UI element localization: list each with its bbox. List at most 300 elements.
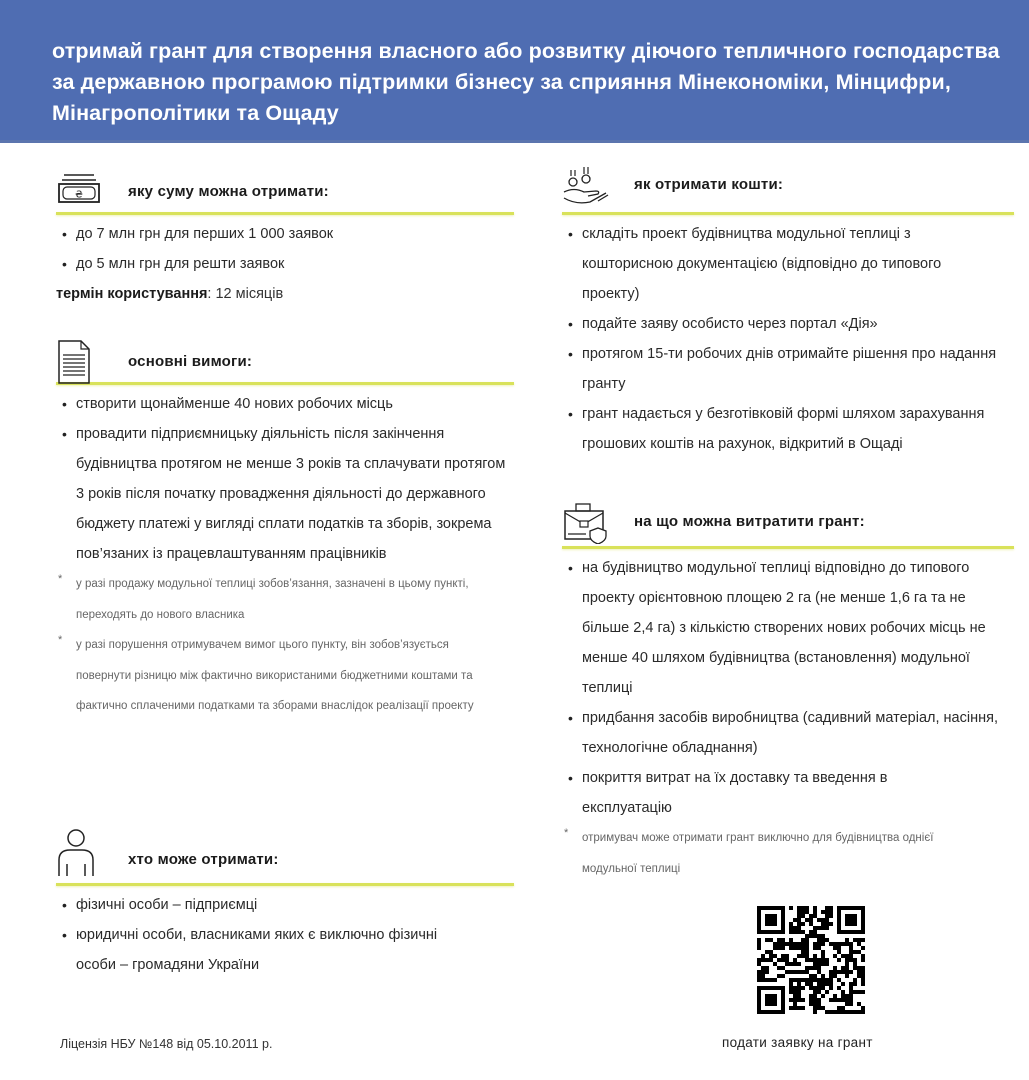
qr-module <box>861 974 865 978</box>
qr-module <box>797 942 801 946</box>
qr-module <box>781 942 785 946</box>
qr-module <box>845 962 849 966</box>
qr-module <box>797 982 801 986</box>
svg-text:₴: ₴ <box>75 189 83 201</box>
qr-module <box>793 978 797 982</box>
qr-module <box>793 942 797 946</box>
qr-module <box>829 910 833 914</box>
qr-module <box>789 978 793 982</box>
qr-module <box>813 998 817 1002</box>
qr-module <box>817 978 821 982</box>
page-title: отримай грант для створення власного або розвитку діючого тепличного господарства за державною програмою підтримки бізнесу за сприяння Мінекономіки, Мінцифри, Мінагрополітики та Ощаду <box>52 39 1000 125</box>
qr-module <box>825 958 829 962</box>
qr-module <box>861 1010 865 1014</box>
qr-module <box>793 962 797 966</box>
qr-module <box>757 978 761 982</box>
qr-module <box>813 906 817 910</box>
qr-module <box>757 946 761 950</box>
qr-module <box>809 982 813 986</box>
qr-module <box>825 914 829 918</box>
qr-module <box>801 946 805 950</box>
qr-module <box>861 954 865 958</box>
who-list <box>56 890 514 980</box>
qr-module <box>785 954 789 958</box>
footnote: * у разі порушення отримувачем вимог цього пункту, він зобов’язується повернути різницю між фактично використаними бюджетними коштами та фактично сплаченими податками та зборами внаслідок реалізації проекту <box>58 634 474 712</box>
qr-module <box>809 974 813 978</box>
qr-module <box>793 1002 797 1006</box>
qr-module <box>825 990 829 994</box>
qr-module <box>789 922 793 926</box>
section-divider <box>562 212 1014 215</box>
qr-module <box>821 954 825 958</box>
qr-module <box>821 982 825 986</box>
qr-module <box>805 966 809 970</box>
section-requirements <box>56 340 514 722</box>
qr-module <box>821 926 825 930</box>
qr-module <box>829 1010 833 1014</box>
qr-module <box>805 906 809 910</box>
qr-module <box>837 970 841 974</box>
qr-module <box>817 966 821 970</box>
qr-module <box>813 1006 817 1010</box>
qr-module <box>757 970 761 974</box>
qr-module <box>781 938 785 942</box>
qr-module <box>777 966 781 970</box>
qr-module <box>813 962 817 966</box>
section-divider <box>56 212 514 215</box>
qr-module <box>837 946 841 950</box>
qr-module <box>809 958 813 962</box>
qr-module <box>765 938 769 942</box>
qr-module <box>857 950 861 954</box>
footnote: * отримувач може отримати грант виключно для будівництва однієї модульної теплиці <box>564 827 934 875</box>
section-amount <box>56 170 514 309</box>
qr-module <box>837 950 841 954</box>
qr-module <box>861 946 865 950</box>
qr-label: подати заявку на грант <box>722 1035 873 1050</box>
qr-module <box>821 958 825 962</box>
qr-module <box>809 978 813 982</box>
qr-module <box>825 926 829 930</box>
qr-code-icon[interactable] <box>757 906 865 1014</box>
qr-module <box>825 922 829 926</box>
qr-module <box>789 970 793 974</box>
qr-module <box>853 966 857 970</box>
qr-module <box>777 974 781 978</box>
qr-module <box>849 990 853 994</box>
qr-module <box>801 922 805 926</box>
qr-module <box>813 942 817 946</box>
section-divider <box>56 382 514 385</box>
qr-module <box>825 910 829 914</box>
qr-module <box>845 1010 849 1014</box>
qr-module <box>845 942 849 946</box>
qr-module <box>817 1002 821 1006</box>
qr-module <box>841 942 845 946</box>
qr-module <box>821 1006 825 1010</box>
qr-module <box>797 930 801 934</box>
section-header <box>56 170 514 210</box>
qr-module <box>805 934 809 938</box>
qr-module <box>817 990 821 994</box>
qr-module <box>761 974 765 978</box>
qr-module <box>849 994 853 998</box>
qr-module <box>829 922 833 926</box>
qr-module <box>765 914 777 926</box>
qr-module <box>857 970 861 974</box>
qr-module <box>857 938 861 942</box>
qr-module <box>833 946 837 950</box>
amount-list <box>56 219 514 279</box>
qr-module <box>821 942 825 946</box>
qr-module <box>801 1006 805 1010</box>
qr-module <box>861 982 865 986</box>
qr-module <box>789 990 793 994</box>
qr-module <box>813 910 817 914</box>
qr-module <box>789 946 793 950</box>
qr-module <box>793 1006 797 1010</box>
qr-module <box>761 954 765 958</box>
section-header <box>56 340 514 380</box>
qr-module <box>757 942 761 946</box>
qr-module <box>817 970 821 974</box>
qr-module <box>809 986 813 990</box>
qr-module <box>833 974 837 978</box>
qr-module <box>789 986 793 990</box>
qr-module <box>829 986 833 990</box>
qr-module <box>801 986 805 990</box>
qr-module <box>861 970 865 974</box>
qr-module <box>809 934 813 938</box>
qr-module <box>817 986 821 990</box>
qr-module <box>813 966 817 970</box>
section-header <box>562 502 1014 544</box>
term-colon: : <box>207 286 216 302</box>
qr-module <box>853 950 857 954</box>
section-title: яку суму можна отримати: <box>128 183 329 200</box>
qr-module <box>781 958 785 962</box>
qr-module <box>797 914 801 918</box>
qr-module <box>849 970 853 974</box>
qr-module <box>809 998 813 1002</box>
qr-module <box>797 970 801 974</box>
qr-module <box>841 990 845 994</box>
qr-module <box>817 982 821 986</box>
qr-module <box>785 942 789 946</box>
section-who <box>56 828 514 980</box>
qr-module <box>813 926 817 930</box>
qr-module <box>845 958 849 962</box>
qr-module <box>785 962 789 966</box>
qr-module <box>809 930 813 934</box>
qr-module <box>797 954 801 958</box>
qr-module <box>805 938 809 942</box>
qr-module <box>789 1006 793 1010</box>
qr-module <box>845 1002 849 1006</box>
qr-module <box>773 946 777 950</box>
qr-module <box>821 910 825 914</box>
qr-module <box>849 986 853 990</box>
qr-module <box>833 1010 837 1014</box>
document-icon <box>56 340 100 380</box>
hand-coins-icon <box>562 165 606 210</box>
qr-module <box>773 978 777 982</box>
qr-module <box>841 966 845 970</box>
section-title: на що можна витратити грант: <box>634 513 865 530</box>
qr-module <box>797 918 801 922</box>
qr-module <box>805 942 809 946</box>
qr-module <box>793 918 797 922</box>
qr-module <box>813 978 817 982</box>
qr-module <box>777 946 781 950</box>
qr-module <box>841 954 845 958</box>
qr-module <box>781 966 785 970</box>
qr-module <box>781 954 785 958</box>
qr-module <box>813 974 817 978</box>
qr-module <box>837 1006 841 1010</box>
qr-module <box>809 922 813 926</box>
list-item: • до 7 млн грн для перших 1 000 заявок <box>56 219 514 249</box>
qr-module <box>817 958 821 962</box>
qr-module <box>841 1010 845 1014</box>
section-how <box>562 165 1014 459</box>
qr-module <box>757 938 761 942</box>
qr-module <box>853 990 857 994</box>
qr-module <box>809 1002 813 1006</box>
qr-module <box>845 970 849 974</box>
qr-module <box>789 930 793 934</box>
qr-module <box>821 994 825 998</box>
qr-module <box>841 994 845 998</box>
qr-module <box>805 946 809 950</box>
qr-module <box>821 962 825 966</box>
qr-module <box>813 986 817 990</box>
qr-module <box>825 938 829 942</box>
qr-module <box>829 914 833 918</box>
qr-module <box>801 978 805 982</box>
qr-module <box>817 962 821 966</box>
qr-module <box>801 910 805 914</box>
qr-module <box>801 914 805 918</box>
requirements-list <box>56 389 514 569</box>
qr-module <box>777 938 781 942</box>
qr-module <box>829 978 833 982</box>
qr-module <box>789 938 793 942</box>
footnote: * у разі продажу модульної теплиці зобов’язання, зазначені в цьому пункті, переходять до нового власника <box>58 573 469 621</box>
qr-module <box>825 962 829 966</box>
qr-module <box>845 914 857 926</box>
qr-module <box>801 942 805 946</box>
qr-module <box>773 962 777 966</box>
term-label: термін користування <box>56 286 208 302</box>
qr-module <box>801 954 805 958</box>
qr-module <box>757 962 761 966</box>
qr-module <box>769 978 773 982</box>
qr-module <box>813 1010 817 1014</box>
qr-module <box>813 954 817 958</box>
section-spend <box>562 502 1014 884</box>
qr-module <box>857 974 861 978</box>
banknote-hryvnia-icon <box>56 170 100 210</box>
qr-module <box>813 958 817 962</box>
qr-module <box>821 950 825 954</box>
qr-module <box>821 922 825 926</box>
qr-module <box>837 998 841 1002</box>
qr-module <box>769 958 773 962</box>
qr-module <box>817 946 821 950</box>
qr-module <box>857 966 861 970</box>
qr-module <box>825 978 829 982</box>
qr-module <box>857 1010 861 1014</box>
list-item: • юридичні особи, власниками яких є виключно фізичні особи – громадяни України <box>56 920 514 980</box>
qr-module <box>765 966 769 970</box>
qr-module <box>809 918 813 922</box>
qr-module <box>845 974 849 978</box>
list-item: • на будівництво модульної теплиці відповідно до типового проекту орієнтовною площею 2 га (не менше 1,6 га та не більше 2,4 га) з кількістю створених нових робочих місць не менше 40 шляхом будівництва (встановлення) модульної теплиці <box>562 553 1014 703</box>
qr-module <box>829 970 833 974</box>
qr-module <box>833 970 837 974</box>
qr-module <box>777 942 781 946</box>
qr-module <box>765 970 769 974</box>
qr-module <box>849 1010 853 1014</box>
qr-module <box>837 986 841 990</box>
qr-module <box>789 906 793 910</box>
qr-module <box>841 1006 845 1010</box>
header-banner <box>0 0 1029 143</box>
spend-list <box>562 553 1014 823</box>
qr-module <box>805 978 809 982</box>
qr-module <box>805 950 809 954</box>
qr-module <box>809 914 813 918</box>
qr-module <box>861 978 865 982</box>
section-divider <box>562 546 1014 549</box>
qr-module <box>797 962 801 966</box>
qr-module <box>857 942 861 946</box>
qr-module <box>849 950 853 954</box>
qr-module <box>773 954 777 958</box>
how-list <box>562 219 1014 459</box>
qr-module <box>845 998 849 1002</box>
qr-module <box>785 958 789 962</box>
qr-module <box>797 910 801 914</box>
term-value: 12 місяців <box>215 286 284 302</box>
qr-module <box>837 942 841 946</box>
qr-module <box>785 970 789 974</box>
qr-module <box>789 962 793 966</box>
qr-module <box>829 998 833 1002</box>
qr-module <box>861 1006 865 1010</box>
qr-module <box>821 978 825 982</box>
qr-module <box>833 954 837 958</box>
qr-module <box>849 998 853 1002</box>
qr-module <box>861 958 865 962</box>
qr-module <box>833 966 837 970</box>
qr-module <box>821 938 825 942</box>
list-item: • подайте заяву особисто через портал «Дія» <box>562 309 1014 339</box>
qr-module <box>817 1006 821 1010</box>
section-header <box>562 165 1014 210</box>
qr-module <box>849 942 853 946</box>
qr-module <box>825 1010 829 1014</box>
qr-module <box>793 990 797 994</box>
qr-module <box>777 958 781 962</box>
qr-module <box>793 994 797 998</box>
qr-module <box>789 982 793 986</box>
qr-module <box>789 998 793 1002</box>
qr-module <box>797 906 801 910</box>
qr-module <box>793 998 797 1002</box>
qr-module <box>805 954 809 958</box>
qr-module <box>821 986 825 990</box>
qr-module <box>793 926 797 930</box>
qr-module <box>809 966 813 970</box>
qr-module <box>841 998 845 1002</box>
qr-module <box>781 974 785 978</box>
qr-module <box>765 994 777 1006</box>
qr-module <box>801 970 805 974</box>
qr-module <box>793 970 797 974</box>
qr-module <box>825 982 829 986</box>
spend-notes <box>562 823 1014 884</box>
qr-module <box>857 1002 861 1006</box>
qr-module <box>789 926 793 930</box>
qr-module <box>801 906 805 910</box>
qr-module <box>813 994 817 998</box>
qr-module <box>797 926 801 930</box>
qr-module <box>845 938 849 942</box>
qr-module <box>797 986 801 990</box>
qr-module <box>765 958 769 962</box>
qr-module <box>757 958 761 962</box>
person-icon <box>56 828 100 880</box>
section-divider <box>56 883 514 886</box>
section-header <box>56 828 514 880</box>
qr-module <box>813 934 817 938</box>
qr-module <box>761 978 765 982</box>
qr-module <box>821 918 825 922</box>
qr-module <box>837 978 841 982</box>
list-item: • протягом 15-ти робочих днів отримайте рішення про надання гранту <box>562 339 1014 399</box>
qr-module <box>845 954 849 958</box>
qr-module <box>809 994 813 998</box>
qr-module <box>849 958 853 962</box>
qr-module <box>769 954 773 958</box>
qr-module <box>829 942 833 946</box>
qr-module <box>829 906 833 910</box>
qr-module <box>845 994 849 998</box>
qr-module <box>805 982 809 986</box>
qr-module <box>849 982 853 986</box>
qr-module <box>789 942 793 946</box>
qr-module <box>801 998 805 1002</box>
qr-module <box>849 954 853 958</box>
qr-module <box>813 930 817 934</box>
qr-module <box>849 1002 853 1006</box>
list-item: • грант надається у безготівковій формі шляхом зарахування грошових коштів на рахунок, відкритий в Ощаді <box>562 399 1014 459</box>
qr-module <box>761 958 765 962</box>
qr-module <box>849 946 853 950</box>
qr-module <box>845 966 849 970</box>
qr-module <box>797 990 801 994</box>
qr-module <box>853 962 857 966</box>
qr-module <box>801 950 805 954</box>
list-item: • покриття витрат на їх доставку та введення в експлуатацію <box>562 763 1014 823</box>
qr-module <box>853 1010 857 1014</box>
list-item: • до 5 млн грн для решти заявок <box>56 249 514 279</box>
qr-module <box>801 938 805 942</box>
briefcase-shield-icon <box>562 502 606 544</box>
qr-module <box>853 938 857 942</box>
